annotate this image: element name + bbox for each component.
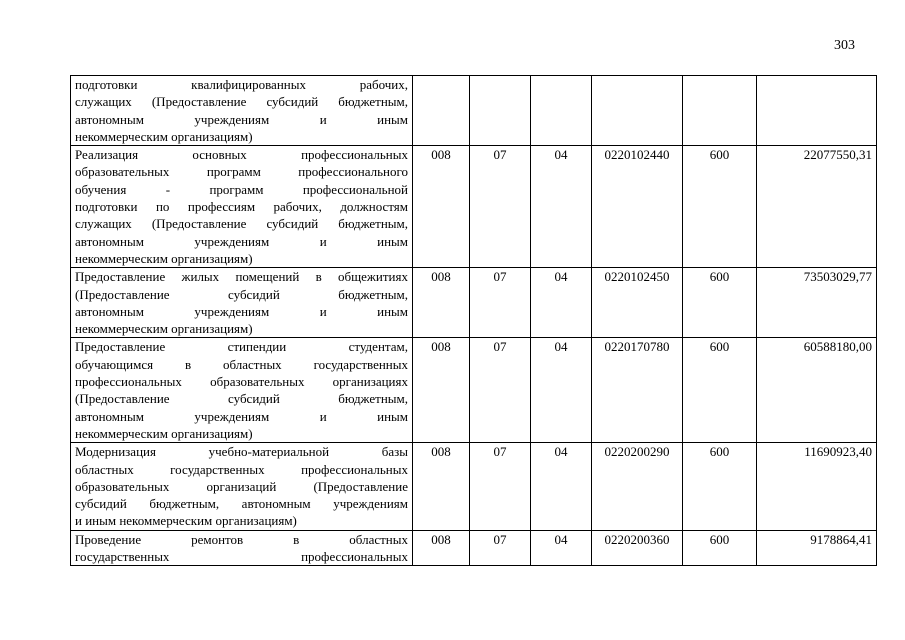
amount-cell: 22077550,31 xyxy=(757,146,877,268)
description-cell xyxy=(71,338,413,443)
section-code-cell: 07 xyxy=(470,443,531,530)
description-line: автономным учреждениям и иным xyxy=(75,303,408,319)
description-line: автономным учреждениям и иным xyxy=(75,233,408,249)
description-line: (Предоставление субсидий бюджетным, xyxy=(75,286,408,302)
description-cell xyxy=(71,530,413,566)
amount-cell: 60588180,00 xyxy=(757,338,877,443)
description-line: образовательных организаций (Предоставление xyxy=(75,478,408,494)
description-line: обучающимся в областных государственных xyxy=(75,356,408,372)
table-row xyxy=(71,146,877,268)
description-line: некоммерческим организациям) xyxy=(75,128,253,144)
description-cell xyxy=(71,76,413,146)
description-line: образовательных программ профессионального xyxy=(75,164,408,180)
target-article-cell: 0220102450 xyxy=(592,268,683,338)
table-row xyxy=(71,76,877,146)
description-line: профессиональных образовательных организациях xyxy=(75,374,408,390)
subsection-code-cell: 04 xyxy=(531,146,592,268)
description-line: некоммерческим организациям) xyxy=(75,321,253,337)
description-line: обучения - программ профессиональной xyxy=(75,181,408,197)
expense-type-cell: 600 xyxy=(683,530,757,566)
target-article-cell: 0220102440 xyxy=(592,146,683,268)
description-line: автономным учреждениям и иным xyxy=(75,408,408,424)
expense-type-cell: 600 xyxy=(683,338,757,443)
expense-type-cell: 600 xyxy=(683,268,757,338)
target-article-cell: 0220170780 xyxy=(592,338,683,443)
description-cell xyxy=(71,268,413,338)
subsection-code-cell xyxy=(531,76,592,146)
target-article-cell: 0220200290 xyxy=(592,443,683,530)
description-line: подготовки квалифицированных рабочих, xyxy=(75,77,408,92)
description-line: автономным учреждениям и иным xyxy=(75,111,408,127)
table-row xyxy=(71,268,877,338)
admin-code-cell: 008 xyxy=(413,338,470,443)
description-line: некоммерческим организациям) xyxy=(75,425,253,441)
amount-cell xyxy=(757,76,877,146)
target-article-cell: 0220200360 xyxy=(592,530,683,566)
subsection-code-cell: 04 xyxy=(531,338,592,443)
admin-code-cell: 008 xyxy=(413,268,470,338)
admin-code-cell: 008 xyxy=(413,146,470,268)
description-line: Реализация основных профессиональных xyxy=(75,147,408,163)
description-cell xyxy=(71,146,413,268)
table-row xyxy=(71,443,877,530)
description-line: служащих (Предоставление субсидий бюджетным, xyxy=(75,94,408,110)
amount-cell: 73503029,77 xyxy=(757,268,877,338)
description-line: Предоставление стипендии студентам, xyxy=(75,339,408,355)
description-line: государственных профессиональных xyxy=(75,549,408,565)
page-number: 303 xyxy=(834,38,855,53)
subsection-code-cell: 04 xyxy=(531,443,592,530)
admin-code-cell xyxy=(413,76,470,146)
description-line: Проведение ремонтов в областных xyxy=(75,531,408,547)
table-row xyxy=(71,530,877,566)
description-line: подготовки по профессиям рабочих, должностям xyxy=(75,199,408,215)
section-code-cell: 07 xyxy=(470,530,531,566)
subsection-code-cell: 04 xyxy=(531,530,592,566)
description-cell xyxy=(71,443,413,530)
section-code-cell: 07 xyxy=(470,268,531,338)
description-line: Модернизация учебно-материальной базы xyxy=(75,444,408,460)
expense-type-cell: 600 xyxy=(683,443,757,530)
description-line: Предоставление жилых помещений в общежитиях xyxy=(75,269,408,285)
subsection-code-cell: 04 xyxy=(531,268,592,338)
expense-type-cell: 600 xyxy=(683,146,757,268)
amount-cell: 11690923,40 xyxy=(757,443,877,530)
description-line: (Предоставление субсидий бюджетным, xyxy=(75,391,408,407)
table-row xyxy=(71,338,877,443)
section-code-cell xyxy=(470,76,531,146)
description-line: некоммерческим организациям) xyxy=(75,250,253,266)
budget-table xyxy=(70,75,877,566)
description-line: служащих (Предоставление субсидий бюджетным, xyxy=(75,216,408,232)
target-article-cell xyxy=(592,76,683,146)
admin-code-cell: 008 xyxy=(413,443,470,530)
description-line: и иным некоммерческим организациям) xyxy=(75,513,297,529)
expense-type-cell xyxy=(683,76,757,146)
description-line: субсидий бюджетным, автономным учреждениям xyxy=(75,496,408,512)
admin-code-cell: 008 xyxy=(413,530,470,566)
description-line: областных государственных профессиональных xyxy=(75,461,408,477)
section-code-cell: 07 xyxy=(470,338,531,443)
amount-cell: 9178864,41 xyxy=(757,530,877,566)
section-code-cell: 07 xyxy=(470,146,531,268)
